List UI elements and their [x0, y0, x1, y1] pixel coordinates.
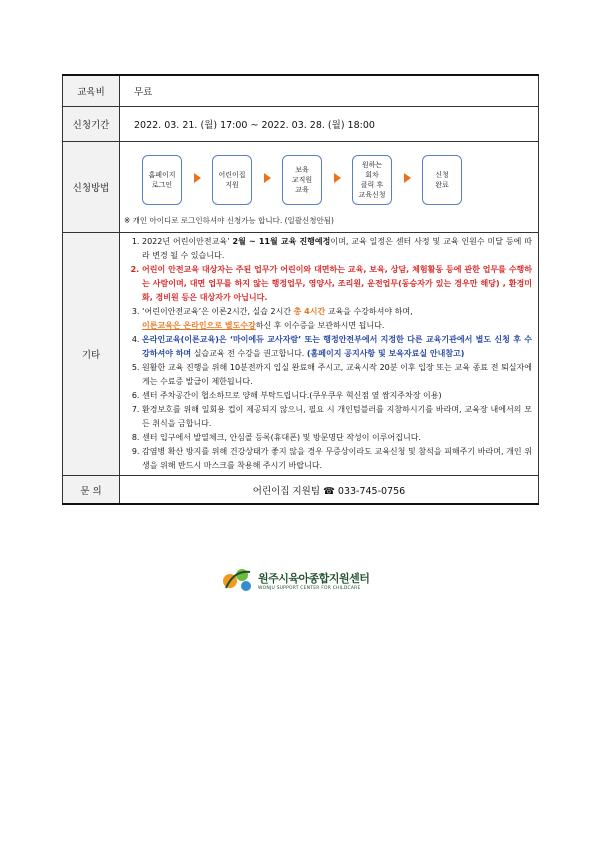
- list-item: 2. 어린이 안전교육 대상자는 주된 업무가 어린이와 대면하는 교육, 보육, 상담, 체험활동 등에 관한 업무를 수행하는 사람이며, 대면 업무를 하지 않는 행정업무, 영양사, 조리원, 운전업무(동승자가 있는 경우만 해당) , 환경미화, 경비원 등은 대상자가 아닙니다.: [142, 263, 532, 305]
- list-item: 1. 2022년 어린이안전교육’ 2월 ~ 11월 교육 진행예정이며, 교육 일정은 센터 사정 및 교육 인원수 미달 등에 따라 변경 될 수 있습니다.: [142, 235, 532, 263]
- period-value: 2022. 03. 21. (월) 17:00 ~ 2022. 03. 28. (월) 18:00: [120, 107, 539, 142]
- contact-value: 어린이집 지원팀 ☎ 033-745-0756: [120, 476, 539, 505]
- list-item: 8. 센터 입구에서 발열체크, 안심콜 등록(휴대폰) 및 방문명단 작성이 이루어집니다.: [142, 431, 532, 445]
- list-item: 4. 온라인교육(이론교육)은 ‘마이에듀 교사자람’ 또는 행정안전부에서 지정한 다른 교육기관에서 별도 신청 후 수강하셔야 하며 실습교육 전 수강을 권고합니다. (홈페이지 공지사항 및 보육자료실 안내참고): [142, 333, 532, 361]
- logo-subtitle: WONJU SUPPORT CENTER FOR CHILDCARE: [258, 585, 361, 591]
- step-staff-education: 보육 교직원 교육: [282, 155, 322, 205]
- fee-value: 무료: [120, 75, 539, 107]
- step-complete: 신청 완료: [422, 155, 462, 205]
- list-item: 6. 센터 주차공간이 협소하므로 양해 부탁드립니다.(쿠우쿠우 혁신점 옆 쌈지주차장 이용): [142, 389, 532, 403]
- arrow-right-icon: [334, 173, 341, 183]
- step-select-session: 원하는 회차 클릭 후 교육신청: [352, 155, 392, 205]
- method-cell: [120, 142, 539, 233]
- arrow-right-icon: [264, 173, 271, 183]
- center-logo: [222, 566, 369, 594]
- period-label: 신청기간: [63, 107, 120, 142]
- logo-name: 원주시육아종합지원센터: [258, 571, 370, 585]
- application-steps: [120, 145, 538, 215]
- method-label: 신청방법: [63, 142, 120, 233]
- etc-label: 기타: [63, 233, 120, 476]
- notice-list: [120, 233, 538, 475]
- list-item: 7. 환경보호를 위해 일회용 컵이 제공되지 않으니, 필요 시 개인텀블러를 지참하시기를 바라며, 교육장 내에서의 모든 취식을 금합니다.: [142, 403, 532, 431]
- arrow-right-icon: [404, 173, 411, 183]
- contact-label: 문 의: [63, 476, 120, 505]
- info-table: [62, 74, 539, 505]
- list-item: 9. 감염병 확산 방지를 위해 건강상태가 좋지 않을 경우 무증상이라도 교육신청 및 참석을 피해주기 바라며, 개인 위생을 위해 반드시 마스크를 착용해 주시기 바랍니다.: [142, 445, 532, 473]
- arrow-right-icon: [194, 173, 201, 183]
- fee-label: 교육비: [63, 75, 120, 107]
- step-daycare-support: 어린이집 지원: [212, 155, 252, 205]
- step-login: 홈페이지 로그인: [142, 155, 182, 205]
- list-item: 5. 원활한 교육 진행을 위해 10분전까지 입실 완료해 주시고, 교육시작 20분 이후 입장 또는 교육 종료 전 퇴실자에게는 수료증 발급이 제한됩니다.: [142, 361, 532, 389]
- method-note: ※ 개인 아이디로 로그인하셔야 신청가능 합니다. (일괄신청안됨): [124, 215, 334, 225]
- list-item: 3. ‘어린이안전교육’은 이론2시간, 실습 2시간 총 4시간 교육을 수강하셔야 하며, 이론교육은 온라인으로 별도수강하신 후 이수증을 보관하시면 됩니다.: [142, 305, 532, 333]
- logo-mark-icon: [222, 566, 254, 594]
- etc-cell: [120, 233, 539, 476]
